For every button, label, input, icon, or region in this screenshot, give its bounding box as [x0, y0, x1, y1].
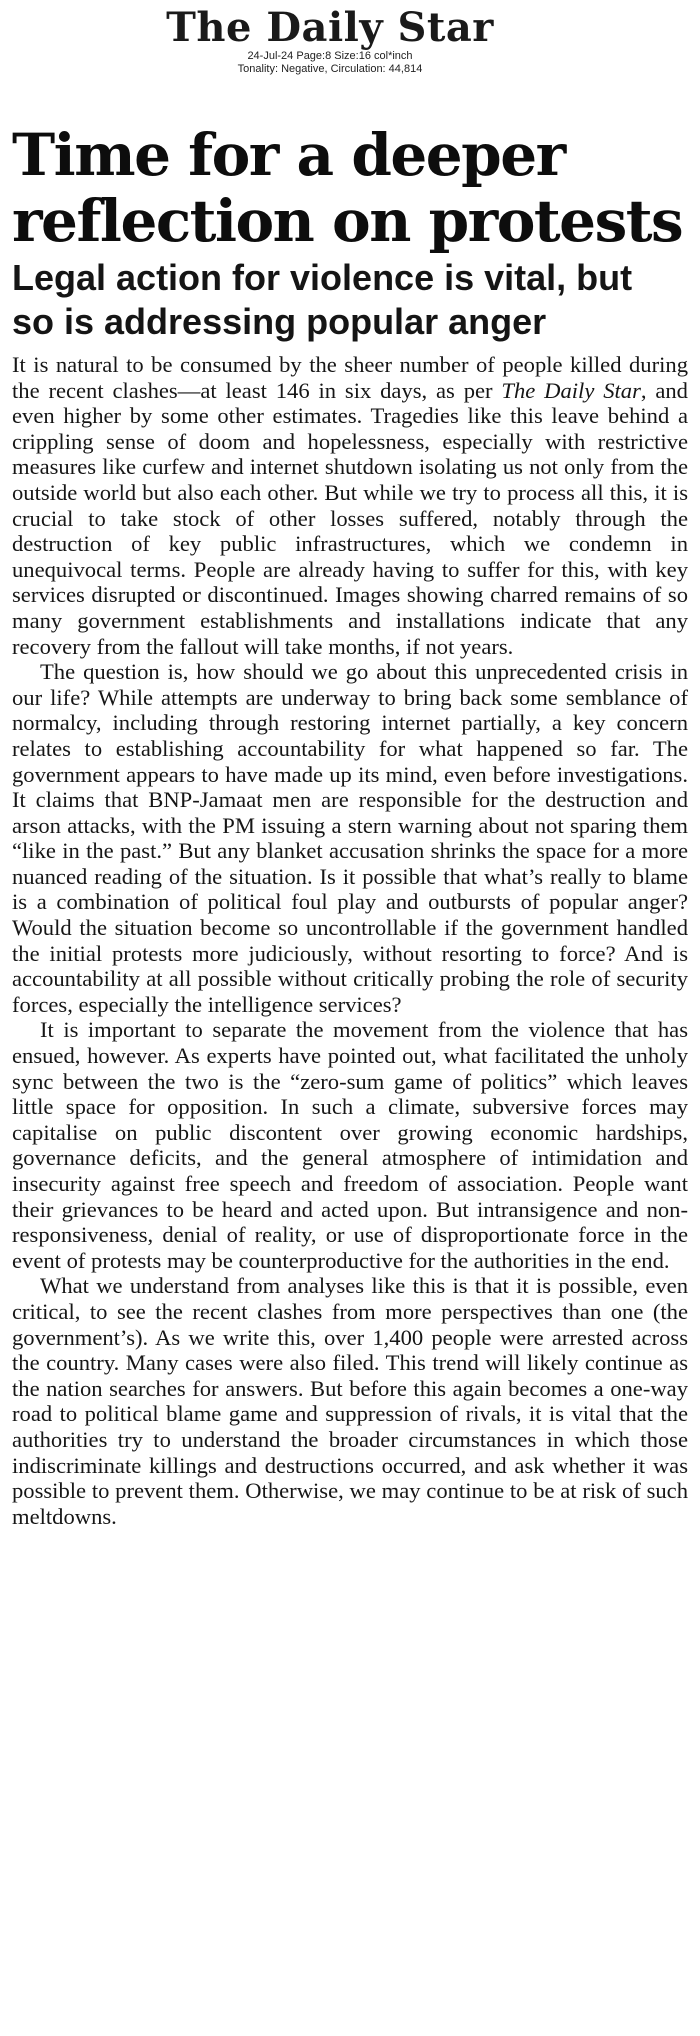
newspaper-logo: The Daily Star	[166, 4, 494, 51]
article-paragraph-4: What we understand from analyses like this is that it is possible, even critical, to see the recent clashes from more perspectives than one (the government’s). As we write this, over 1,400 people were arrested across the country. Many cases were also filed. This trend will likely continue as the nation searches for answers. But before this again becomes a one-way road to political blame game and suppression of rivals, it is vital that the authorities try to understand the broader circumstances in which those indiscriminate killings and destructions occurred, and ask whether it was possible to prevent them. Otherwise, we may continue to be at risk of such meltdowns.	[12, 1273, 688, 1529]
article-paragraph-3: It is important to separate the movement from the violence that has ensued, however. As experts have pointed out, what facilitated the unholy sync between the two is the “zero-sum game of politics” which leaves little space for opposition. In such a climate, subversive forces may capitalise on public discontent over growing economic hardships, governance deficits, and the general atmosphere of intimidation and insecurity against free speech and freedom of association. People want their grievances to be heard and acted upon. But intransigence and non-responsiveness, denial of reality, or use of disproportionate force in the event of protests may be counterproductive for the authorities in the end.	[12, 1017, 688, 1273]
paragraph-1-source: The Daily Star	[501, 377, 641, 403]
article-headline: Time for a deeper reflection on protests	[12, 121, 683, 255]
article-body	[12, 352, 688, 1529]
paragraph-1-text-b: , and even higher by some other estimates. Tragedies like this leave behind a crippling sense of doom and hopelessness, especially with restrictive measures like curfew and internet shutdown isolating us not only from the outside world but also each other. But while we try to process all this, it is crucial to take stock of other losses suffered, notably through the destruction of key public infrastructures, which we condemn in unequivocal terms. People are already having to suffer for this, with key services disrupted or discontinued. Images showing charred remains of so many government establishments and installations indicate that any recovery from the fallout will take months, if not years.	[12, 377, 688, 659]
article-subheadline: Legal action for violence is vital, but so is addressing popular anger	[12, 257, 633, 342]
article-paragraph-2: The question is, how should we go about this unprecedented crisis in our life? While attempts are underway to bring back some semblance of normalcy, including through restoring internet partially, a key concern relates to establishing accountability for what happened so far. The government appears to have made up its mind, even before investigations. It claims that BNP-Jamaat men are responsible for the destruction and arson attacks, with the PM issuing a stern warning about not sparing them “like in the past.” But any blanket accusation shrinks the space for a more nuanced reading of the situation. Is it possible that what’s really to blame is a combination of political foul play and outbursts of popular anger? Would the situation become so uncontrollable if the government handled the initial protests more judiciously, without resorting to force? And is accountability at all possible without critically probing the role of security forces, especially the intelligence services?	[12, 659, 688, 1017]
clipping-meta-tonality: Tonality: Negative, Circulation: 44,814	[237, 63, 423, 75]
paragraph-1-text-a: It is natural to be consumed by the sheer number of people killed during the recent clashes—at least 146 in six days, as per	[12, 352, 688, 403]
editorial-article	[12, 122, 688, 1529]
clipping-meta-date-page: 24-Jul-24 Page:8 Size:16 col*inch	[247, 50, 413, 62]
masthead	[0, 6, 700, 76]
article-paragraph-1	[12, 352, 688, 659]
